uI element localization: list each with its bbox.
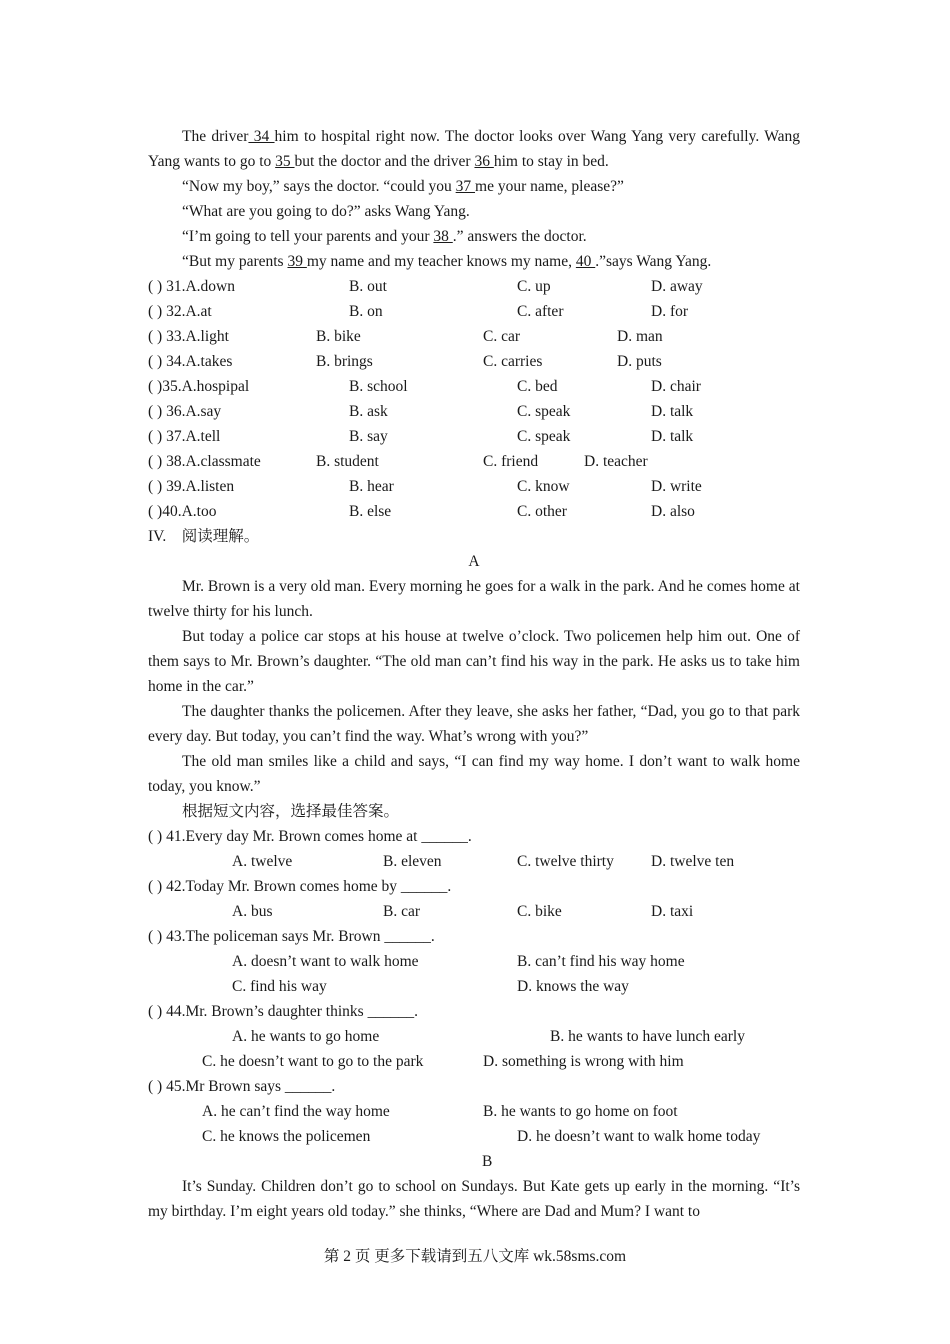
text: “But my parents [182,253,288,270]
text: my name and my teacher knows my name, [306,253,576,270]
blank-38: 38 [433,228,453,245]
question-44-stem: ( ) 44.Mr. Brown’s daughter thinks ______. [148,1003,418,1020]
option-c: C. he knows the policemen [202,1128,371,1145]
option-d: D. he doesn’t want to walk home today [517,1128,761,1145]
text: “I’m going to tell your parents and your [182,228,434,245]
blank-35: 35 [275,153,295,170]
text: “Now my boy,” says the doctor. “could you [182,178,456,195]
option-b: B. bike [316,328,361,345]
question-42-options [148,899,800,924]
option-d: D. taxi [651,903,694,920]
option-c: C. up [517,278,551,295]
question-stem: ( ) 37.A.tell [148,428,221,445]
option-d: D. talk [651,428,694,445]
passage-a-paragraph-4: The old man smiles like a child and says, “I can find my way home. I don’t want to walk home today, you know.” [148,753,800,795]
option-d: D. knows the way [517,978,629,995]
option-d: D. teacher [584,453,648,470]
text: but the doctor and the driver [294,153,475,170]
option-b: B. say [349,428,388,445]
question-34 [148,349,800,374]
option-d: D. for [651,303,689,320]
option-c: C. twelve thirty [517,853,614,870]
question-37 [148,424,800,449]
blank-39: 39 [287,253,307,270]
option-d: D. talk [651,403,694,420]
question-stem: ( ) 33.A.light [148,328,229,345]
page-footer: 第 2 页 更多下载请到五八文库 wk.58sms.com [323,1248,627,1265]
text: .”says Wang Yang. [595,253,712,270]
text: him to stay in bed. [493,153,609,170]
option-d: D. twelve ten [651,853,735,870]
option-b: B. car [383,903,421,920]
option-d: D. away [651,278,703,295]
question-42-stem: ( ) 42.Today Mr. Brown comes home by ______. [148,878,452,895]
option-c: C. car [483,328,521,345]
option-a: A. doesn’t want to walk home [232,953,419,970]
question-33 [148,324,800,349]
passage-b-label: B [482,1153,493,1170]
option-d: D. also [651,503,695,520]
question-stem: ( ) 31.A.down [148,278,235,295]
option-c: C. bed [517,378,558,395]
text: The driver [182,128,249,145]
option-c: C. after [517,303,564,320]
option-a: A. bus [232,903,273,920]
option-c: C. other [517,503,567,520]
option-b: B. he wants to have lunch early [550,1028,745,1045]
cloze-paragraph-3: “What are you going to do?” asks Wang Yang. [182,203,470,220]
option-b: B. on [349,303,383,320]
text: .” answers the doctor. [452,228,587,245]
option-c: C. find his way [232,978,327,995]
option-d: D. something is wrong with him [483,1053,684,1070]
option-c: C. speak [517,403,571,420]
section-heading: IV. 阅读理解。 [148,528,260,545]
question-44-options-row1 [148,1024,800,1049]
blank-40: 40 [575,253,596,270]
question-43-stem: ( ) 43.The policeman says Mr. Brown ______. [148,928,435,945]
option-b: B. eleven [383,853,442,870]
question-stem: ( )35.A.hospipal [148,378,250,395]
question-45-options-row2 [148,1124,800,1149]
question-40 [148,499,800,524]
blank-34: 34 [248,128,275,145]
option-b: B. he wants to go home on foot [483,1103,678,1120]
question-stem: ( )40.A.too [148,503,217,520]
question-44-options-row2 [148,1049,800,1074]
instruction: 根据短文内容，选择最佳答案。 [182,803,400,820]
option-d: D. puts [617,353,662,370]
document-page [148,124,800,1224]
passage-b-paragraph-1: It’s Sunday. Children don’t go to school on Sundays. But Kate gets up early in the morning. “It’s my birthday. I’m eight years old today.” she thinks, “Where are Dad and Mum? I want to [148,1178,800,1220]
cloze-paragraph-5 [148,249,800,274]
option-b: B. brings [316,353,373,370]
option-c: C. he doesn’t want to go to the park [202,1053,424,1070]
cloze-paragraph-1 [148,124,800,174]
option-d: D. write [651,478,702,495]
cloze-paragraph-2 [148,174,800,199]
option-b: B. out [349,278,387,295]
passage-a-paragraph-3: The daughter thanks the policemen. After they leave, she asks her father, “Dad, you go to that park every day. But today, you can’t find the way. What’s wrong with you?” [148,703,800,745]
question-36 [148,399,800,424]
option-b: B. hear [349,478,394,495]
option-b: B. can’t find his way home [517,953,685,970]
option-d: D. chair [651,378,701,395]
option-b: B. student [316,453,379,470]
question-stem: ( ) 36.A.say [148,403,222,420]
option-a: A. he can’t find the way home [202,1103,390,1120]
blank-36: 36 [474,153,494,170]
question-39 [148,474,800,499]
question-35 [148,374,800,399]
option-b: B. else [349,503,392,520]
question-stem: ( ) 38.A.classmate [148,453,261,470]
option-b: B. ask [349,403,388,420]
question-41-stem: ( ) 41.Every day Mr. Brown comes home at ______. [148,828,472,845]
text: him to hospital right now. The doctor looks over Wang Yang very carefully. Wang Yang wants to go to [148,128,801,170]
question-43-options-row2 [148,974,800,999]
question-43-options-row1 [148,949,800,974]
text: me your name, please?” [475,178,624,195]
question-stem: ( ) 32.A.at [148,303,212,320]
passage-a-paragraph-1: Mr. Brown is a very old man. Every morning he goes for a walk in the park. And he comes home at twelve thirty for his lunch. [148,578,800,620]
question-38 [148,449,800,474]
option-a: A. twelve [232,853,293,870]
question-31 [148,274,800,299]
option-c: C. bike [517,903,562,920]
option-b: B. school [349,378,408,395]
blank-37: 37 [455,178,476,195]
cloze-paragraph-4 [148,224,800,249]
passage-a-label: A [468,553,480,570]
option-c: C. speak [517,428,571,445]
question-45-options-row1 [148,1099,800,1124]
passage-a-paragraph-2: But today a police car stops at his house at twelve o’clock. Two policemen help him out. One of them says to Mr. Brown’s daughter. “The old man can’t find his way in the park. He asks us to take him home in the car.” [148,628,800,695]
option-a: A. he wants to go home [232,1028,380,1045]
option-d: D. man [617,328,663,345]
option-c: C. know [517,478,570,495]
question-45-stem: ( ) 45.Mr Brown says ______. [148,1078,336,1095]
question-41-options [148,849,800,874]
option-c: C. carries [483,353,543,370]
question-stem: ( ) 34.A.takes [148,353,233,370]
option-c: C. friend [483,453,539,470]
question-stem: ( ) 39.A.listen [148,478,235,495]
question-32 [148,299,800,324]
